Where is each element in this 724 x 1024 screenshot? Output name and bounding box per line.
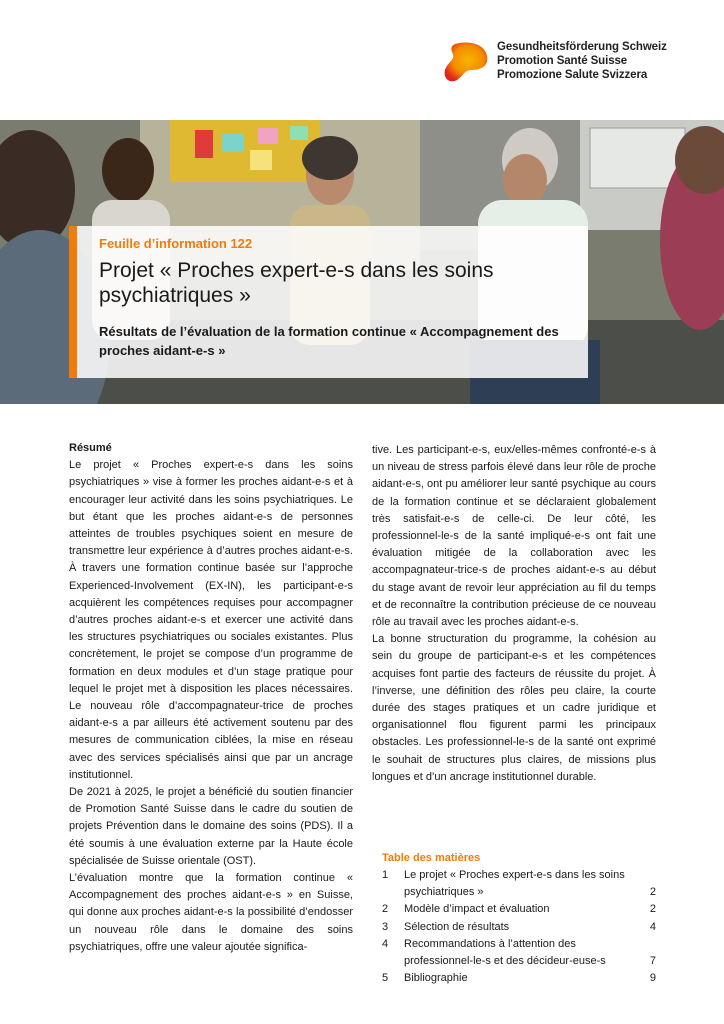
toc-item-page: 9: [649, 972, 656, 985]
page-subtitle: Résultats de l’évaluation de la formation continue « Accompagnement des proches aidant-e-s »: [99, 324, 559, 358]
toc-item-number: 5: [382, 972, 389, 985]
logo-text: [497, 40, 667, 82]
toc-item-page: 2: [649, 903, 656, 916]
summary-paragraph: De 2021 à 2025, le projet a bénéficié du soutien financier de Promotion Santé Suisse dans le cadre du soutien de projets Prévention dans le domaine des soins (PDS). Il a été soumis à une évaluation externe par la Haute école spécialisée de Suisse orientale (OST).: [69, 786, 353, 867]
toc-item[interactable]: [382, 867, 656, 901]
toc-item-page: 2: [649, 886, 656, 899]
logo-line-fr: Promotion Santé Suisse: [497, 55, 628, 67]
toc-item-page: 4: [649, 920, 656, 933]
summary-paragraph: L’évaluation montre que la formation continue « Accompagnement des proches aidant-e-s » en Suisse, qui donne aux proches aidant-e-s la possibilité d’endosser un nouveau rôle dans le domaine des soins psychiatriques, offre une valeur ajoutée significa-: [69, 872, 353, 953]
logo-line-de: Gesundheitsförderung Schweiz: [497, 41, 667, 53]
summary-heading: Résumé: [69, 442, 112, 454]
page-title: Projet « Proches expert-e-s dans les soins psychiatriques »: [99, 259, 494, 307]
fact-sheet-number: Feuille d’information 122: [99, 236, 253, 251]
toc-item-number: 3: [382, 920, 389, 933]
toc-item[interactable]: [382, 936, 656, 970]
summary-paragraph: tive. Les participant-e-s, eux/elles-mêmes confronté-e-s à un niveau de stress parfois élevé dans leur rôle de proche aidant-e-s, ont pu améliorer leur santé psychique au cours de la formation continue et se déclaraient globalement très satisfait-e-s de celle-ci. De leur côté, les professionnel-le-s de la santé impliqué-e-s ont fait une évaluation mitigée de la collaboration avec les accompagnateur-trice-s de proches aidant-e-s au début du stage avant de revoir leur appréciation au fil du temps et de reconnaître la contribution précieuse de ce nouveau rôle au travail avec les proches aidant-e-s.: [372, 444, 656, 629]
toc-item-number: 1: [382, 869, 389, 881]
toc-item-page: 7: [649, 955, 656, 968]
toc-item-label: Le projet « Proches expert-e-s dans les soins psychiatriques »: [404, 869, 625, 899]
summary-column-left: [69, 440, 353, 956]
toc-item[interactable]: [382, 919, 656, 936]
table-of-contents: [382, 852, 656, 987]
toc-item-label: Sélection de résultats: [404, 920, 510, 933]
logo-line-it: Promozione Salute Svizzera: [497, 69, 648, 81]
toc-item-label: Bibliographie: [404, 972, 468, 985]
logo-mark-icon: [441, 40, 491, 84]
summary-column-right: [372, 442, 656, 786]
toc-item-label: Modèle d’impact et évaluation: [404, 903, 550, 916]
toc-item-number: 2: [382, 903, 389, 916]
summary-paragraph: Le projet « Proches expert-e-s dans les soins psychiatriques » vise à former les proches aidant-e-s et à encourager leur activité dans les soins psychiatriques. Le but étant que les proches aidant-e-s de personnes atteintes de troubles psychiques soient en mesure de transmettre leur expérience à d’autres proches aidant-e-s. À travers une formation continue basée sur l’approche Experienced-Involvement (EX-IN), les participant-e-s acquièrent les compétences requises pour accompagner d’autres proches aidant-e-s et exercer une activité dans les structures psychiatriques ou sociales existantes. Plus concrètement, le projet se compose d’un programme de formation en deux modules et d’un stage pratique pour lequel le projet met à disposition les places nécessaires. Le nouveau rôle d’accompagnateur-trice de proches aidant-e-s a par ailleurs été activement soutenu par des mesures de communication ciblées, la mise en réseau avec des services spécialisés ainsi que par un ancrage institutionnel.: [69, 459, 353, 781]
toc-item-number: 4: [382, 937, 389, 950]
toc-item[interactable]: [382, 970, 656, 987]
summary-paragraph: La bonne structuration du programme, la cohésion au sein du groupe de participant-e-s et les compétences acquises font partie des facteurs de réussite du projet. À l’inverse, une définition des rôles peu claire, la courte durée des stages pratiques et un cadre juridique et organisationnel flou figurent parmi les principaux obstacles. Les professionnel-le-s de la santé ont exprimé le souhait de structures plus claires, de missions plus longues et d’un ancrage institutionnel durable.: [372, 633, 656, 783]
accent-bar: [69, 226, 77, 378]
toc-heading: Table des matières: [382, 852, 481, 864]
toc-item[interactable]: [382, 901, 656, 918]
title-card: [69, 226, 588, 378]
toc-item-label: Recommandations à l’attention des professionnel-le-s et des décideur-euse-s: [404, 937, 606, 968]
